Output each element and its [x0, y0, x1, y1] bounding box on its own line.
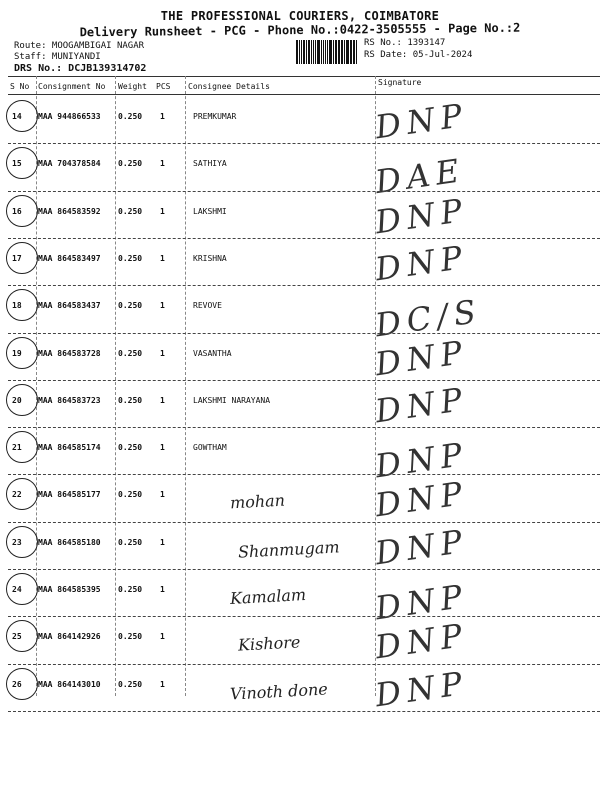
sno-circle-mark: [6, 337, 38, 369]
weight-value: 0.250: [118, 490, 143, 500]
signature-mark: DNP: [372, 332, 471, 383]
table-row: [0, 474, 600, 525]
weight-value: 0.250: [118, 159, 143, 169]
row-separator: [8, 285, 600, 286]
runsheet-subtitle: Delivery Runsheet - PCG - Phone No.:0422-3505555 - Page No.:2: [79, 20, 521, 40]
sno-circle-mark: [6, 289, 38, 321]
sno-circle-mark: [6, 620, 38, 652]
row-separator: [8, 238, 600, 239]
table-row: [0, 431, 600, 486]
table-row: [0, 332, 600, 383]
consignee-name: PREMKUMAR: [193, 112, 237, 121]
row-sno: 24: [12, 585, 22, 594]
handwritten-name: Kishore: [237, 632, 301, 655]
row-separator: [8, 333, 600, 334]
sno-circle-mark: [6, 431, 38, 463]
rs-date: RS Date: 05-Jul-2024: [364, 50, 473, 60]
sno-circle-mark: [6, 668, 38, 700]
weight-value: 0.250: [118, 632, 143, 642]
weight-value: 0.250: [118, 206, 143, 216]
consignment-number: MAA 864585177: [38, 490, 101, 500]
signature-mark: DNP: [372, 576, 471, 628]
col-pcs: PCS: [156, 82, 171, 91]
sno-circle-mark: [6, 478, 38, 510]
pcs-value: 1: [160, 348, 165, 358]
row-separator: [8, 474, 600, 475]
table-row: [0, 379, 600, 431]
weight-value: 0.250: [118, 443, 143, 453]
weight-value: 0.250: [118, 679, 143, 689]
signature-mark: DNP: [372, 434, 471, 486]
row-sno: 14: [12, 112, 22, 121]
pcs-value: 1: [160, 206, 165, 216]
weight-value: 0.250: [118, 348, 143, 358]
handwritten-name: Vinoth done: [229, 679, 329, 704]
consignee-name: LAKSHMI NARAYANA: [193, 395, 271, 405]
table-row: [0, 615, 600, 667]
weight-value: 0.250: [118, 537, 143, 547]
route-label: Route: MOOGAMBIGAI NAGAR: [14, 41, 145, 51]
row-separator: [8, 522, 600, 523]
consignment-number: MAA 864143010: [38, 679, 101, 689]
signature-mark: DC/S: [372, 291, 484, 345]
pcs-value: 1: [160, 679, 165, 689]
col-weight: Weight: [118, 82, 147, 91]
row-separator: [8, 569, 600, 570]
row-sno: 25: [12, 632, 22, 642]
pcs-value: 1: [160, 490, 165, 500]
consignment-number: MAA 864585174: [38, 443, 101, 453]
header-bottom-rule: [8, 94, 600, 95]
sno-circle-mark: [6, 195, 38, 227]
row-separator: [8, 380, 600, 381]
sno-circle-mark: [6, 242, 38, 274]
table-row: [0, 147, 600, 202]
row-sno: 16: [12, 206, 22, 216]
consignment-number: MAA 864585395: [38, 585, 101, 594]
weight-value: 0.250: [118, 395, 143, 405]
consignment-number: MAA 864583728: [38, 348, 101, 358]
col-sno: S No: [10, 82, 30, 91]
signature-mark: DNP: [372, 95, 471, 147]
consignment-number: MAA 864583437: [38, 301, 101, 311]
row-sno: 15: [12, 159, 22, 169]
row-sno: 20: [12, 395, 22, 405]
table-row: [0, 663, 600, 714]
signature-mark: DNP: [372, 615, 471, 667]
table-row: [0, 95, 600, 147]
signature-mark: DNP: [372, 663, 471, 714]
signature-mark: DAE: [372, 151, 468, 202]
consignee-name: LAKSHMI: [193, 206, 227, 216]
table-row: [0, 521, 600, 572]
col-signature: Signature: [378, 78, 422, 87]
consignment-number: MAA 864583723: [38, 395, 101, 405]
table-row: [0, 573, 600, 628]
weight-value: 0.250: [118, 585, 143, 594]
consignment-number: MAA 944866533: [38, 112, 101, 121]
pcs-value: 1: [160, 159, 165, 169]
consignee-name: REVOVE: [193, 301, 222, 311]
row-sno: 22: [12, 490, 22, 500]
company-title: THE PROFESSIONAL COURIERS, COIMBATORE: [160, 9, 440, 23]
barcode-graphic: [296, 40, 358, 64]
handwritten-name: mohan: [229, 490, 286, 513]
table-row: [0, 190, 600, 241]
sno-circle-mark: [6, 100, 38, 132]
header-top-rule: [8, 76, 600, 77]
table-row: [0, 289, 600, 345]
row-separator: [8, 143, 600, 144]
pcs-value: 1: [160, 537, 165, 547]
consignment-number: MAA 864583497: [38, 253, 101, 263]
pcs-value: 1: [160, 395, 165, 405]
staff-label: Staff: MUNIYANDI: [14, 52, 101, 62]
row-separator: [8, 427, 600, 428]
pcs-value: 1: [160, 585, 165, 594]
consignment-number: MAA 864585180: [38, 537, 101, 547]
col-consignment: Consignment No: [38, 82, 106, 91]
sno-circle-mark: [6, 573, 38, 605]
weight-value: 0.250: [118, 253, 143, 263]
drs-number: DRS No.: DCJB139314702: [14, 63, 147, 74]
consignment-number: MAA 864142926: [38, 632, 101, 642]
row-sno: 17: [12, 253, 22, 263]
sno-circle-mark: [6, 526, 38, 558]
signature-mark: DNP: [372, 521, 471, 572]
consignee-name: KRISHNA: [193, 253, 227, 263]
row-separator: [8, 616, 600, 617]
rs-number: RS No.: 1393147: [364, 38, 446, 48]
row-sno: 23: [12, 537, 22, 547]
sno-circle-mark: [6, 384, 38, 416]
signature-mark: DNP: [372, 379, 471, 431]
row-sno: 26: [12, 679, 22, 689]
pcs-value: 1: [160, 443, 165, 453]
sno-circle-mark: [6, 147, 38, 179]
col-consignee: Consignee Details: [188, 82, 270, 91]
consignment-number: MAA 864583592: [38, 206, 101, 216]
handwritten-name: Kamalam: [229, 585, 307, 608]
pcs-value: 1: [160, 112, 165, 121]
row-separator: [8, 191, 600, 192]
row-separator: [8, 664, 600, 665]
signature-mark: DNP: [372, 190, 471, 241]
consignee-name: VASANTHA: [193, 348, 232, 358]
row-sno: 21: [12, 443, 22, 453]
row-separator: [8, 711, 600, 712]
row-sno: 19: [12, 348, 22, 358]
signature-mark: DNP: [372, 237, 471, 289]
pcs-value: 1: [160, 253, 165, 263]
consignee-name: SATHIYA: [193, 159, 227, 169]
consignment-number: MAA 704378584: [38, 159, 101, 169]
pcs-value: 1: [160, 632, 165, 642]
table-row: [0, 237, 600, 289]
weight-value: 0.250: [118, 301, 143, 311]
signature-mark: DNP: [372, 474, 471, 525]
handwritten-name: Shanmugam: [237, 537, 340, 562]
pcs-value: 1: [160, 301, 165, 311]
weight-value: 0.250: [118, 112, 143, 121]
consignee-name: GOWTHAM: [193, 443, 227, 453]
row-sno: 18: [12, 301, 22, 311]
